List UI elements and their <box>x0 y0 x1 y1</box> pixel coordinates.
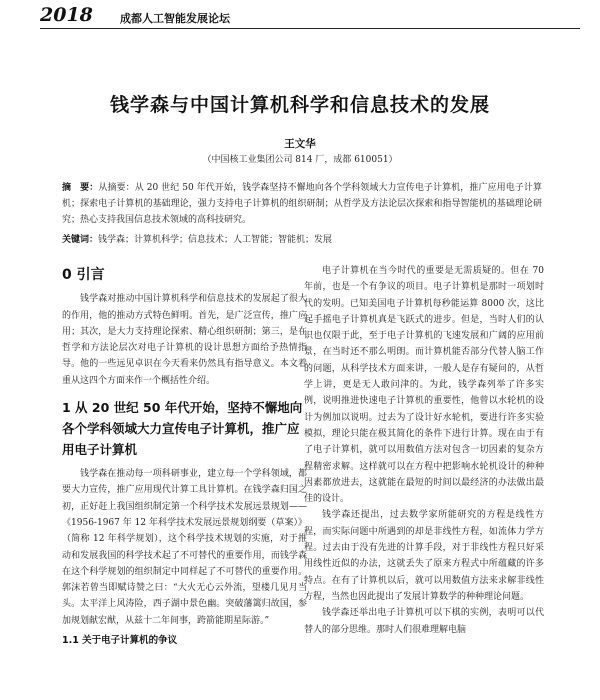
keywords <box>62 232 542 248</box>
abstract-text: 从摘要：从 20 世纪 50 年代开始，钱学森坚持不懈地向各个学科领域大力宣传电子计算机，推广应用电子计算机；探索电子计算机的基础理论，强力支持电子计算机的组织研制；从哲学及方法论层次探索和指导智能机的基础理论研究；热心支持我国信息技术领域的高科技研究。 <box>62 183 542 225</box>
paper-title: 钱学森与中国计算机科学和信息技术的发展 <box>109 94 490 116</box>
abstract <box>62 180 542 228</box>
keywords-label: 关键词： <box>62 235 99 245</box>
journal-header <box>40 4 580 30</box>
right-paragraph-2: 钱学森还提出，过去数学家所能研究的方程是线性方程，而实际问题中所遇到的却是非线性方程，如流体力学方程。过去由于没有先进的计算手段，对于非线性方程只好采用线性近似的办法，这就丢失了原来方程式中所蕴藏的许多特点。在有了计算机以后，就可以用数值方法来求解非线性方程，当然也因此提出了发展计算数学的种种理论问题。 <box>304 510 544 602</box>
keywords-text: 钱学森；计算机科学；信息技术；人工智能；智能机；发展 <box>98 235 333 245</box>
paper-author: 王文华 <box>284 138 316 150</box>
header-rule <box>40 28 580 29</box>
header-year: 2018 <box>40 4 93 26</box>
section-0-title: 0 引言 <box>62 267 105 283</box>
right-paragraph-3: 钱学森还举出电子计算机可以下棋的实例，表明可以代替人的部分思维。那时人们很难理解电脑 <box>304 608 544 635</box>
section-1-1-title: 1.1 关于电子计算机的争议 <box>62 635 178 647</box>
section-1-title: 1 从 20 世纪 50 年代开始，坚持不懈地向各个学科领域大力宣传电子计算机，推广应用电子计算机 <box>62 400 303 458</box>
section-0-paragraph: 钱学森对推动中国计算机科学和信息技术的发展起了很大的作用，他的推动方式特色鲜明。首先，是广泛宣传，推广应用；其次，是大力支持理论探索、精心组织研制；第三，是在哲学和方法论层次对电子计算机的设计思想方面给予热情指导。他的一些远见卓识在今天看来仍然具有指导意义。本文着重从这四个方面来作一个概括性介绍。 <box>62 294 307 386</box>
left-column <box>62 263 307 649</box>
abstract-label: 摘 要： <box>62 183 99 193</box>
right-column <box>304 263 544 638</box>
section-1-paragraph: 钱学森在推动每一项科研事业，建立每一个学科领域，都要大力宣传，推广应用现代计算工具计算机。在钱学森归国之初，正好赶上我国组织制定第一个科学技术发展远景规划——《1956-1967 年 12 年科学技术发展远景规划纲要（草案）》（简称 12 年科学规划），这个科学技术规划的实施，对于推动和发展我国的科学技术起了不可替代的重要作用，而钱学森在这个科学规划的组织制定中同样起了不可替代的重要作用。郭沫若曾当即赋诗赞之曰：“大火无心云外流，望楼几见月当头。太平洋上风涛险，西子湖中景色幽。突破藩篱归故国，参加规划献宏猷，从兹十二年间事，跨箭能期星际游。” <box>62 469 307 626</box>
right-paragraph-1: 电子计算机在当今时代的重要是无需质疑的。但在 70 年前，也是一个有争议的项目。电子计算机是那时一项划时代的发明。已知美国电子计算机每秒能运算 8000 次，这比起手摇电子计算机真是飞跃式的进步。但是，当时人们的认识也仅限于此，至于电子计算机的飞速发展和广阔的应用前景，在当时还不那么明朗。而计算机能否部分代替人脑工作的问题，从科学技术方面来讲，一般人是存有疑问的，从哲学上讲，更是无人敢问津的。为此，钱学森列举了许多实例，说明推进快速电子计算机的重要性，他曾以水轮机的设计为例加以说明。过去为了设计好水轮机，要进行许多实验模拟，理论只能在极其简化的条件下进行计算。现在由于有了电子计算机，就可以用数值方法对包含一切因素的复杂方程精密求解。这样就可以在方程中把影响水轮机设计的种种因素都放进去，这就能在最短的时间以最经济的办法做出最佳的设计。 <box>304 266 544 505</box>
paper-affiliation: （中国核工业集团公司 814 厂，成都 610051） <box>202 155 398 165</box>
header-journal-name: 成都人工智能发展论坛 <box>120 12 230 25</box>
